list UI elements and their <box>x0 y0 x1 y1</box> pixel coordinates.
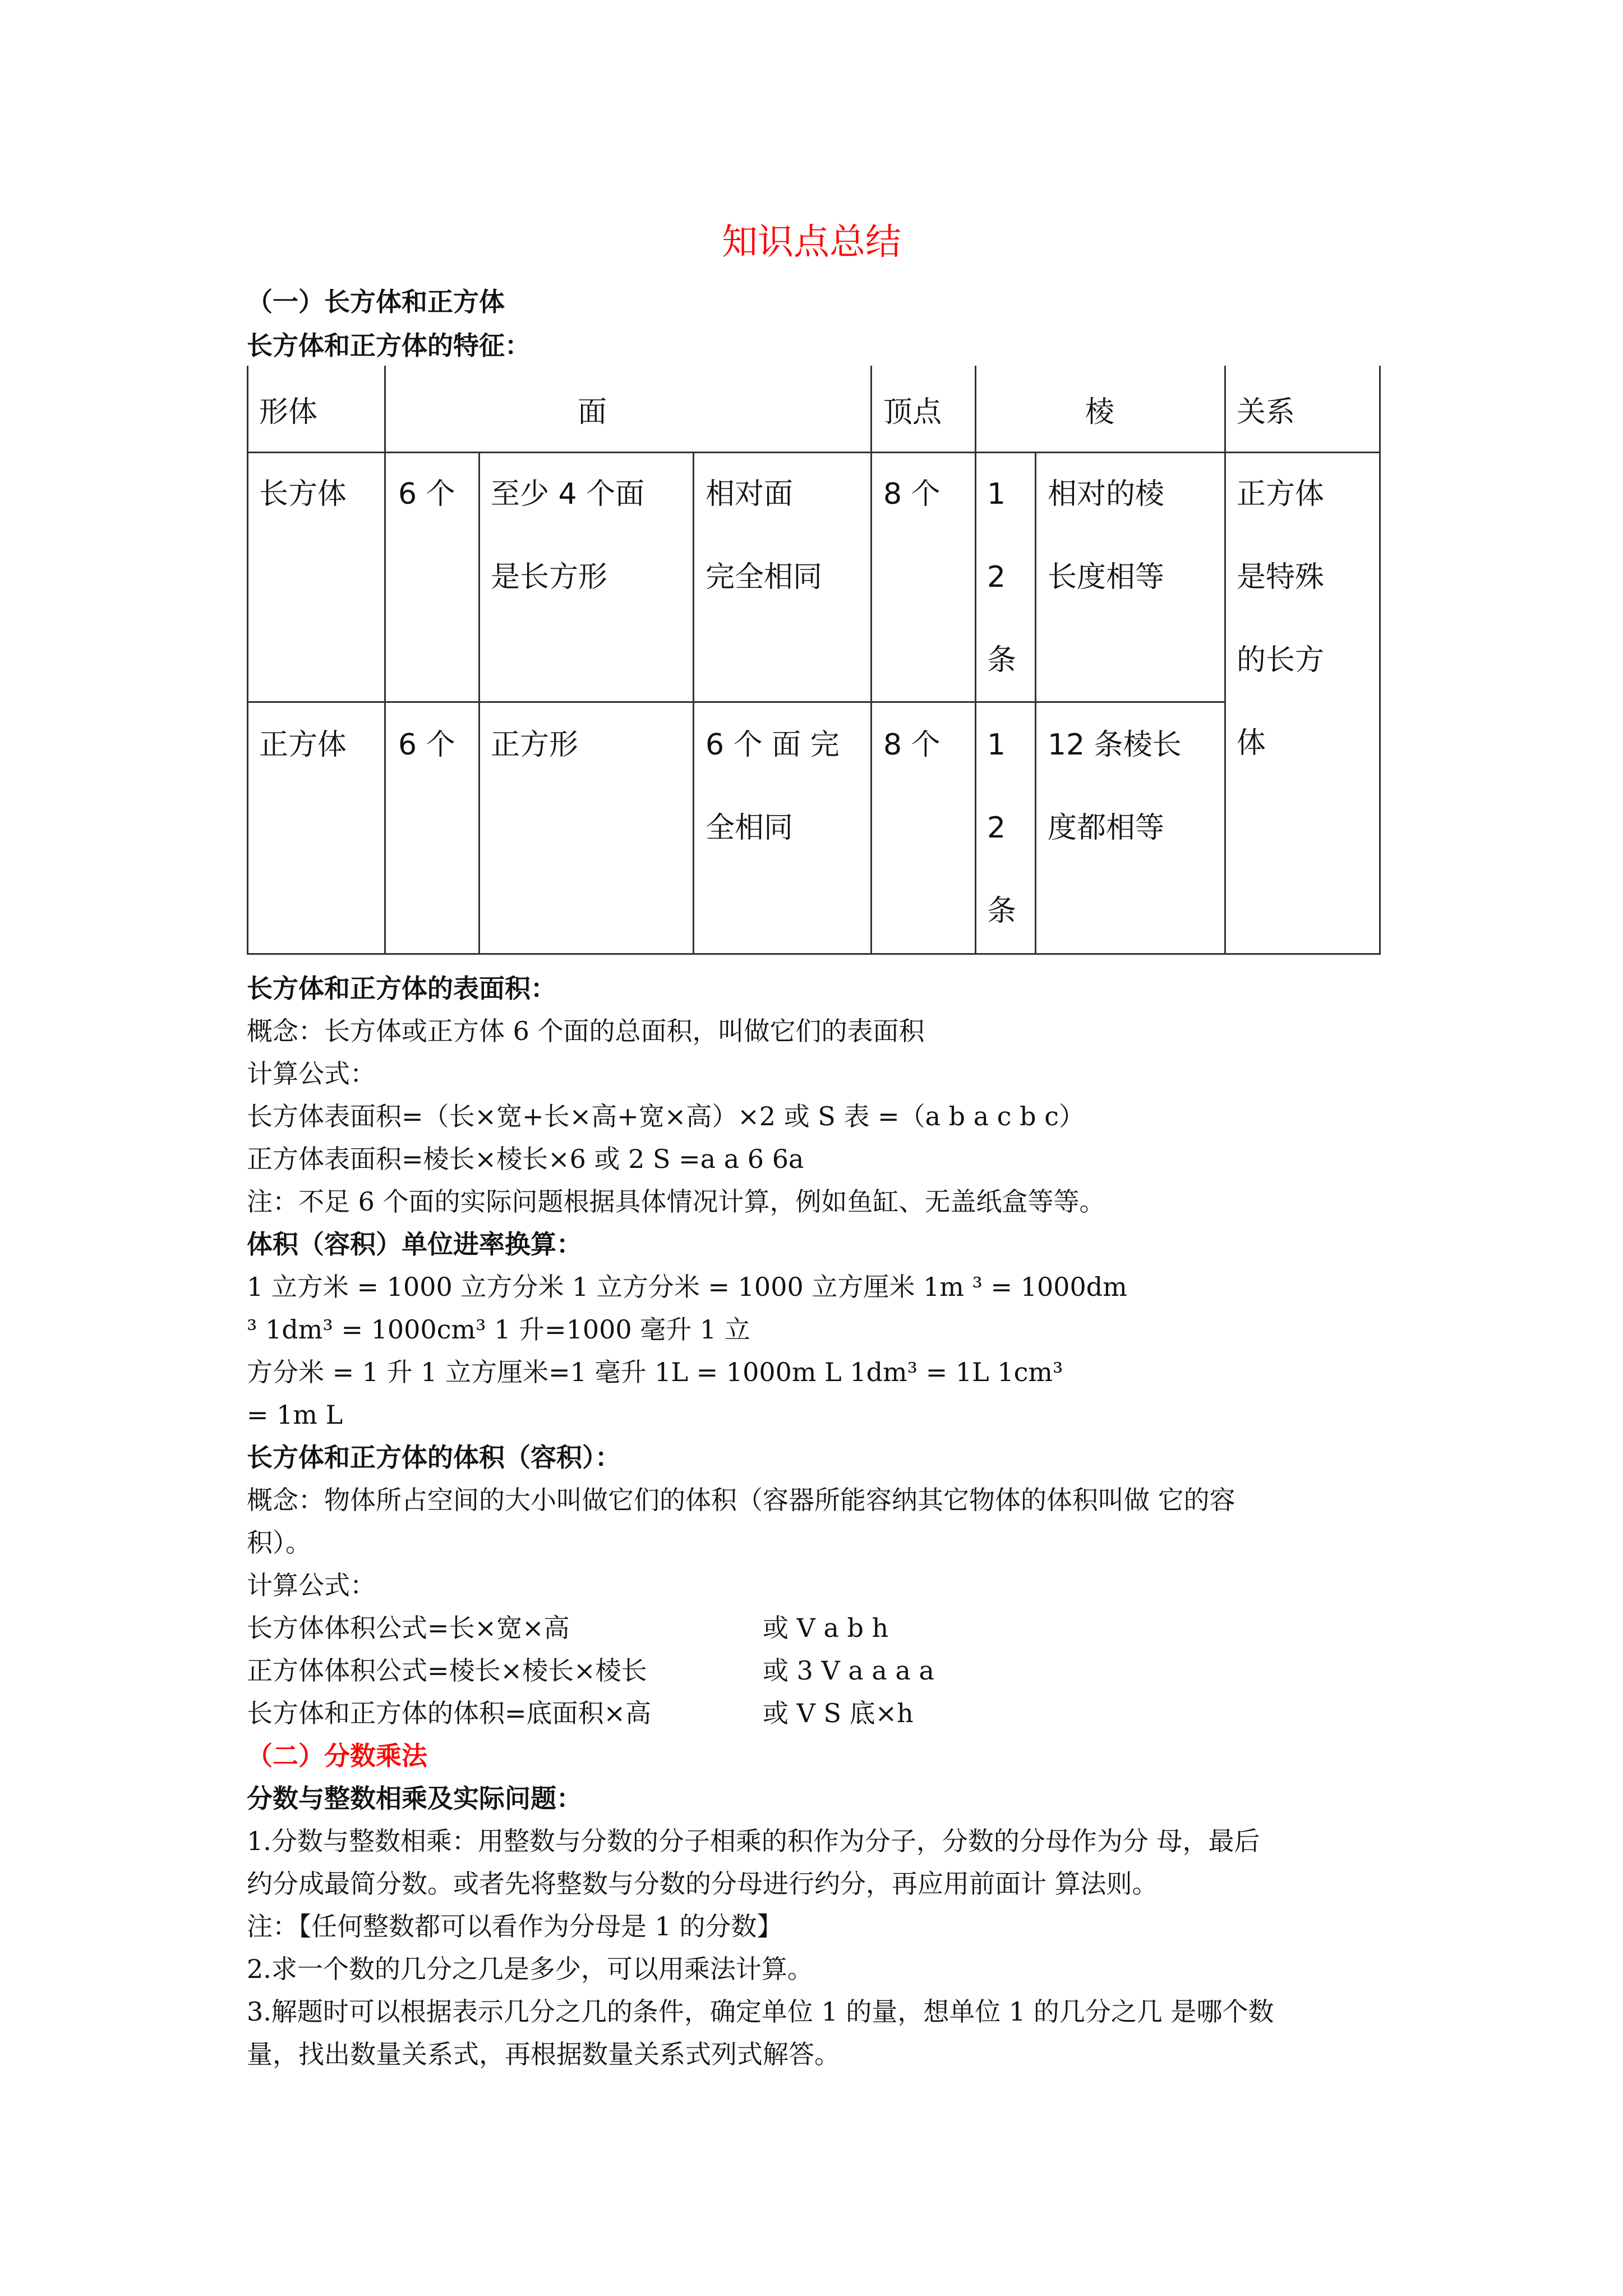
row2-vertices: 8 个 <box>883 728 940 762</box>
row2-edges: 1 2 条 <box>987 728 1017 928</box>
unit-line-2: ³ 1dm³ = 1000cm³ 1 升=1000 毫升 1 立 <box>247 1314 750 1345</box>
paragraph-1a: 1.分数与整数相乘：用整数与分数的分子相乘的积作为分子，分数的分母作为分 母，最后 <box>247 1826 1260 1856</box>
surface-concept: 概念：长方体或正方体 6 个面的总面积，叫做它们的表面积 <box>247 1016 925 1046</box>
header-relation: 关系 <box>1237 395 1295 429</box>
surface-note: 注：不足 6 个面的实际问题根据具体情况计算，例如鱼缸、无盖纸盒等等。 <box>247 1186 1105 1217</box>
unit-line-4: = 1m L <box>247 1400 343 1430</box>
header-shape: 形体 <box>259 395 318 429</box>
row1-shape: 长方体 <box>259 477 347 511</box>
surface-cube-formula: 正方体表面积=棱长×棱长×6 或 2 S =a a 6 6a <box>247 1144 804 1174</box>
vol-cuboid-left: 长方体体积公式=长×宽×高 <box>247 1613 570 1643</box>
row2-edge-rel: 12 条棱长 度都相等 <box>1048 728 1182 845</box>
header-vertex: 顶点 <box>883 395 942 429</box>
row1-face-rel: 相对面 完全相同 <box>706 477 823 594</box>
row1-face-desc: 至少 4 个面 是长方形 <box>491 477 645 594</box>
paragraph-1b: 约分成最简分数。或者先将整数与分数的分母进行约分，再应用前面计 算法则。 <box>247 1869 1158 1899</box>
vol-cube-right: 或 3 V a a a a <box>763 1655 934 1686</box>
vol-cuboid-right: 或 V a b h <box>763 1613 889 1643</box>
row2-face-desc: 正方形 <box>491 728 579 762</box>
relation-cell: 正方体 是特殊 的长方 体 <box>1237 477 1325 760</box>
row1-edges: 1 2 条 <box>987 477 1017 677</box>
section1-heading: （一）长方体和正方体 <box>247 287 505 317</box>
paragraph-2: 2.求一个数的几分之几是多少，可以用乘法计算。 <box>247 1954 813 1984</box>
unit-title: 体积（容积）单位进率换算： <box>247 1229 582 1259</box>
vol-cube-left: 正方体体积公式=棱长×棱长×棱长 <box>247 1655 647 1686</box>
row2-face-count: 6 个 <box>398 728 455 762</box>
volume-concept-1: 概念：物体所占空间的大小叫做它们的体积（容器所能容纳其它物体的体积叫做 它的容 <box>247 1485 1235 1515</box>
features-title: 长方体和正方体的特征： <box>247 330 531 361</box>
surface-cuboid-formula: 长方体表面积=（长×宽+长×高+宽×高）×2 或 S 表 =（a b a c b c） <box>247 1101 1085 1131</box>
paragraph-3a: 3.解题时可以根据表示几分之几的条件，确定单位 1 的量，想单位 1 的几分之几 是哪个数 <box>247 1996 1274 2027</box>
formula-label: 计算公式： <box>247 1059 376 1089</box>
unit-line-1: 1 立方米 = 1000 立方分米 1 立方分米 = 1000 立方厘米 1m ³ = 1000dm <box>247 1272 1127 1302</box>
vol-base-left: 长方体和正方体的体积=底面积×高 <box>247 1698 652 1728</box>
note-line: 注：【任何整数都可以看作为分母是 1 的分数】 <box>247 1911 783 1941</box>
features-table <box>247 366 1381 955</box>
header-edge: 棱 <box>1085 395 1115 429</box>
row2-shape: 正方体 <box>259 728 347 762</box>
volume-title: 长方体和正方体的体积（容积）： <box>247 1442 621 1473</box>
unit-line-3: 方分米 = 1 升 1 立方厘米=1 毫升 1L = 1000m L 1dm³ = 1L 1cm³ <box>247 1357 1063 1387</box>
row2-face-rel: 6 个 面 完 全相同 <box>706 728 840 845</box>
page-title: 知识点总结 <box>722 222 901 263</box>
vol-base-right: 或 V S 底×h <box>763 1698 914 1728</box>
section2-heading: （二）分数乘法 <box>247 1741 427 1771</box>
row1-face-count: 6 个 <box>398 477 455 511</box>
row1-edge-rel: 相对的棱 长度相等 <box>1048 477 1165 594</box>
header-face: 面 <box>578 395 607 429</box>
volume-formula-label: 计算公式： <box>247 1570 376 1600</box>
paragraph-3b: 量，找出数量关系式，再根据数量关系式列式解答。 <box>247 2039 840 2069</box>
section2-subtitle: 分数与整数相乘及实际问题： <box>247 1783 582 1814</box>
volume-concept-2: 积）。 <box>247 1527 311 1558</box>
surface-title: 长方体和正方体的表面积： <box>247 973 556 1004</box>
row1-vertices: 8 个 <box>883 477 940 511</box>
